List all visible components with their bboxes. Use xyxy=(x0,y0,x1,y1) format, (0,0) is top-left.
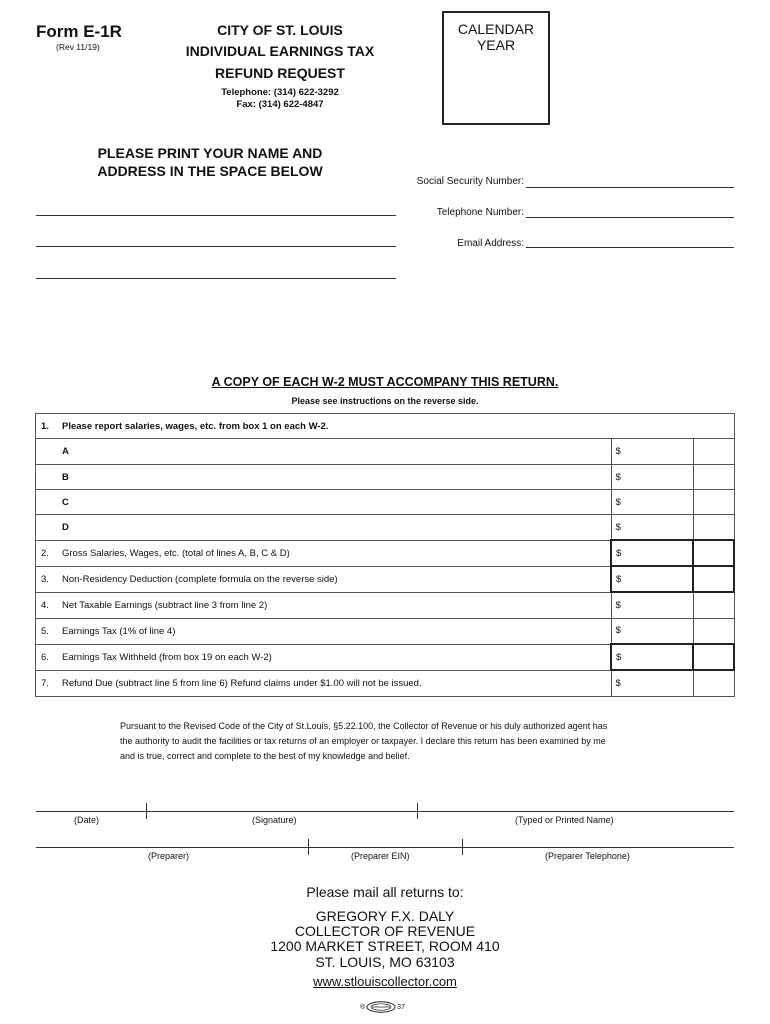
print-instruction-line2: ADDRESS IN THE SPACE BELOW xyxy=(97,163,323,179)
union-prefix: ® xyxy=(360,1003,366,1011)
mail-intro: Please mail all returns to: xyxy=(306,884,464,900)
employer-b-cents[interactable] xyxy=(693,465,734,490)
line-description: Non-Residency Deduction (complete formula on the reverse side) xyxy=(60,566,611,592)
form-id: Form E-1R xyxy=(36,22,122,41)
line-description: Please report salaries, wages, etc. from box 1 on each W-2. xyxy=(60,414,734,439)
employer-a-amount[interactable]: $ xyxy=(611,439,693,465)
name-address-line-3[interactable] xyxy=(36,278,396,279)
employer-d-amount[interactable]: $ xyxy=(611,515,693,541)
table-row xyxy=(36,465,735,490)
table-row xyxy=(36,566,735,592)
agency-name: CITY OF ST. LOUIS xyxy=(217,22,343,38)
date-label: (Date) xyxy=(74,815,100,825)
w2-notice-heading: A COPY OF EACH W-2 MUST ACCOMPANY THIS RETURN. xyxy=(211,375,559,389)
email-label: Email Address: xyxy=(457,238,524,249)
name-address-line-2[interactable] xyxy=(36,246,396,247)
line-description: Earnings Tax Withheld (from box 19 on each W-2) xyxy=(60,644,611,670)
table-row xyxy=(36,670,735,696)
preparer-divider xyxy=(462,839,463,855)
signature-divider xyxy=(146,803,147,819)
preparer-label: (Preparer) xyxy=(148,851,190,861)
line-3-amount[interactable]: $ xyxy=(611,566,693,592)
email-field[interactable] xyxy=(526,247,734,248)
line-number: 2. xyxy=(36,540,61,566)
line-description: Earnings Tax (1% of line 4) xyxy=(60,618,611,644)
employer-label: D xyxy=(60,515,611,541)
line-number: 4. xyxy=(36,592,61,618)
table-row xyxy=(36,439,735,465)
employer-c-cents[interactable] xyxy=(693,490,734,515)
form-title: REFUND REQUEST xyxy=(215,65,345,81)
line-description: Refund Due (subtract line 5 from line 6) Refund claims under $1.00 will not be issued. xyxy=(60,670,611,696)
table-row xyxy=(36,592,735,618)
print-instruction-line1: PLEASE PRINT YOUR NAME AND xyxy=(97,145,323,161)
earnings-table xyxy=(35,413,735,697)
declaration-line-3: and is true, correct and complete to the best of my knowledge and belief. xyxy=(120,751,410,761)
employer-b-amount[interactable]: $ xyxy=(611,465,693,490)
line-number: 1. xyxy=(36,414,61,439)
line-2-cents[interactable] xyxy=(693,540,734,566)
employer-label: B xyxy=(60,465,611,490)
table-row xyxy=(36,644,735,670)
table-row xyxy=(36,540,735,566)
website-link[interactable]: www.stlouiscollector.com xyxy=(313,974,457,989)
union-label xyxy=(360,1001,405,1013)
table-row xyxy=(36,414,735,439)
table-row xyxy=(36,618,735,644)
line-number: 5. xyxy=(36,618,61,644)
calendar-label: CALENDAR xyxy=(457,21,535,37)
year-label: YEAR xyxy=(476,37,516,53)
line-6-amount[interactable]: $ xyxy=(611,644,693,670)
telephone-number: Telephone: (314) 622-3292 xyxy=(221,87,339,98)
table-row xyxy=(36,490,735,515)
table-row xyxy=(36,515,735,541)
union-logo-icon xyxy=(366,1001,396,1013)
telephone-label: Telephone Number: xyxy=(436,207,524,218)
employer-label: C xyxy=(60,490,611,515)
preparer-ein-label: (Preparer EIN) xyxy=(351,851,410,861)
typed-name-label: (Typed or Printed Name) xyxy=(515,815,614,825)
ssn-label: Social Security Number: xyxy=(416,176,524,187)
preparer-divider xyxy=(308,839,309,855)
collector-title: COLLECTOR OF REVENUE xyxy=(294,923,476,939)
declaration-line-1: Pursuant to the Revised Code of the City of St.Louis, §5.22.100, the Collector of Revenue or his duly authorized agent has xyxy=(120,721,608,731)
telephone-field[interactable] xyxy=(526,217,734,218)
signature-line[interactable] xyxy=(36,811,734,812)
line-number: 7. xyxy=(36,670,61,696)
line-4-amount[interactable]: $ xyxy=(611,592,693,618)
line-description: Gross Salaries, Wages, etc. (total of lines A, B, C & D) xyxy=(60,540,611,566)
line-7-amount[interactable]: $ xyxy=(611,670,693,696)
line-7-cents[interactable] xyxy=(693,670,734,696)
line-5-amount[interactable]: $ xyxy=(611,618,693,644)
union-number: 37 xyxy=(397,1003,405,1011)
line-2-amount[interactable]: $ xyxy=(611,540,693,566)
employer-a-cents[interactable] xyxy=(693,439,734,465)
collector-name: GREGORY F.X. DALY xyxy=(315,908,455,924)
mailing-street: 1200 MARKET STREET, ROOM 410 xyxy=(270,938,500,954)
employer-c-amount[interactable]: $ xyxy=(611,490,693,515)
line-3-cents[interactable] xyxy=(693,566,734,592)
line-number: 3. xyxy=(36,566,61,592)
form-revision: (Rev 11/19) xyxy=(56,42,100,52)
line-6-cents[interactable] xyxy=(693,644,734,670)
fax-number: Fax: (314) 622-4847 xyxy=(236,99,324,110)
ssn-field[interactable] xyxy=(526,187,734,188)
employer-d-cents[interactable] xyxy=(693,515,734,541)
line-5-cents[interactable] xyxy=(693,618,734,644)
line-number: 6. xyxy=(36,644,61,670)
signature-label: (Signature) xyxy=(252,815,297,825)
mailing-city: ST. LOUIS, MO 63103 xyxy=(315,954,455,970)
name-address-line-1[interactable] xyxy=(36,215,396,216)
tax-name: INDIVIDUAL EARNINGS TAX xyxy=(185,43,375,59)
signature-divider xyxy=(417,803,418,819)
preparer-telephone-label: (Preparer Telephone) xyxy=(545,851,630,861)
line-description: Net Taxable Earnings (subtract line 3 from line 2) xyxy=(60,592,611,618)
declaration-line-2: the authority to audit the facilities or tax returns of an employer or taxpayer. I declare this return has been examined by me xyxy=(120,736,606,746)
calendar-year-box[interactable] xyxy=(442,11,550,125)
declaration-text xyxy=(120,719,680,764)
preparer-line[interactable] xyxy=(36,847,734,848)
w2-notice-subtext: Please see instructions on the reverse side. xyxy=(291,396,479,406)
line-4-cents[interactable] xyxy=(693,592,734,618)
employer-label: A xyxy=(60,439,611,465)
